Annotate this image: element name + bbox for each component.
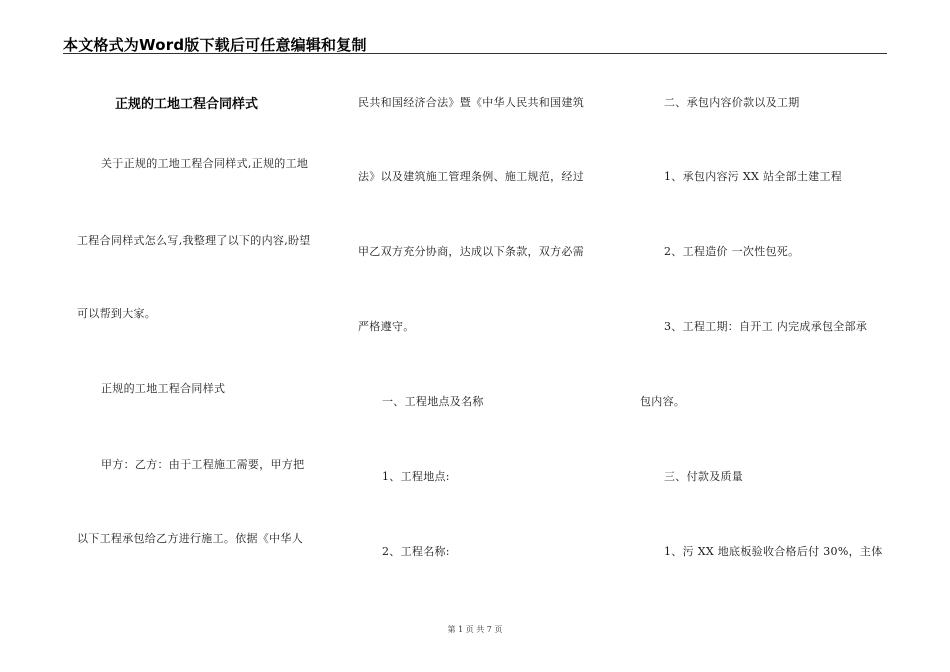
col2-line-3: 甲乙双方充分协商，达成以下条款，双方必需 bbox=[358, 245, 584, 258]
col3-line-6: 三、付款及质量 bbox=[664, 470, 744, 483]
header-divider bbox=[63, 53, 887, 54]
col1-line-3: 可以帮到大家。 bbox=[77, 307, 157, 320]
col3-line-7: 1、污 XX 地底板验收合格后付 30%，主体 bbox=[664, 545, 883, 558]
col2-line-7: 2、工程名称: bbox=[382, 545, 450, 558]
col3-line-4: 3、工程工期：自开工 内完成承包全部承 bbox=[664, 320, 868, 333]
document-title: 正规的工地工程合同样式 bbox=[115, 97, 259, 112]
col1-line-4: 正规的工地工程合同样式 bbox=[101, 382, 226, 395]
header-title: 本文格式为Word版下载后可任意编辑和复制 bbox=[63, 36, 367, 54]
col2-line-4: 严格遵守。 bbox=[358, 320, 415, 333]
col2-line-2: 法》以及建筑施工管理条例、施工规范，经过 bbox=[358, 170, 584, 183]
col1-line-6: 以下工程承包给乙方进行施工。依据《中华人 bbox=[77, 532, 303, 545]
col3-line-1: 二、承包内容价款以及工期 bbox=[664, 96, 800, 109]
col1-line-1: 关于正规的工地工程合同样式,正规的工地 bbox=[101, 157, 309, 170]
page-number: 第 1 页 共 7 页 bbox=[447, 625, 503, 634]
col3-line-2: 1、承包内容污 XX 站全部土建工程 bbox=[664, 170, 843, 183]
col2-line-6: 1、工程地点: bbox=[382, 470, 450, 483]
col1-line-5: 甲方：乙方：由于工程施工需要，甲方把 bbox=[101, 458, 305, 471]
col2-line-5: 一、工程地点及名称 bbox=[382, 395, 484, 408]
col2-line-1: 民共和国经济合法》暨《中华人民共和国建筑 bbox=[358, 96, 584, 109]
col3-line-3: 2、工程造价 一次性包死。 bbox=[664, 245, 800, 258]
col3-line-5: 包内容。 bbox=[640, 395, 686, 408]
col1-line-2: 工程合同样式怎么写,我整理了以下的内容,盼望 bbox=[77, 234, 311, 247]
